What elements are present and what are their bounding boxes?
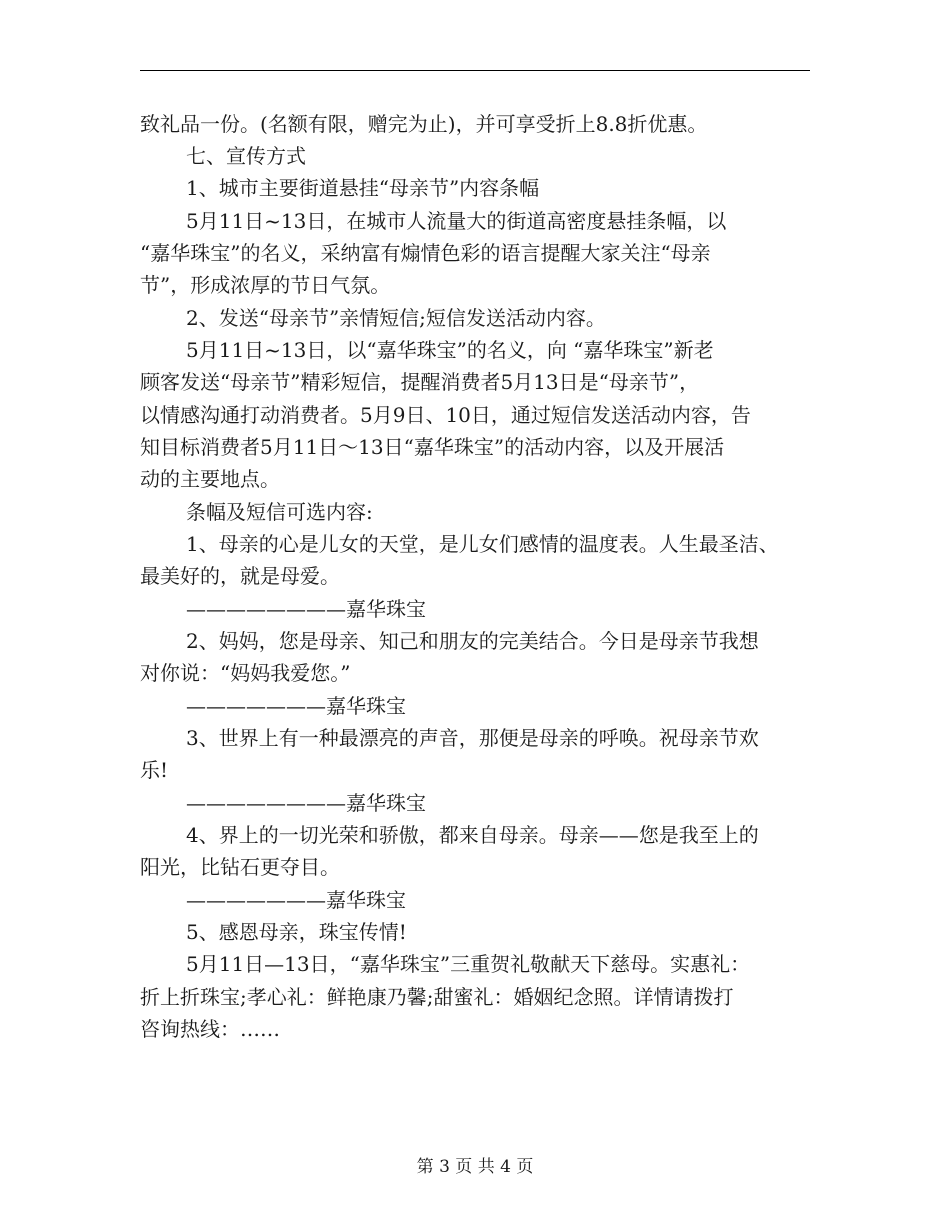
page-number: 第 3 页 共 4 页	[416, 1157, 534, 1177]
slogan-text: 1、母亲的心是儿女的天堂，是儿女们感情的温度表。人生最圣洁、	[186, 532, 779, 556]
text-line: “嘉华珠宝”的名义，采纳富有煽情色彩的语言提醒大家关注“母亲	[140, 241, 711, 265]
subsection-heading: 条幅及短信可选内容:	[186, 500, 373, 524]
text-line: 折上折珠宝;孝心礼：鲜艳康乃馨;甜蜜礼：婚姻纪念照。详情请拨打	[140, 985, 734, 1009]
slogan-text: 3、世界上有一种最漂亮的声音，那便是母亲的呼唤。祝母亲节欢	[186, 726, 759, 750]
text-line: 致礼品一份。(名额有限，赠完为止)，并可享受折上8.8折优惠。	[140, 112, 708, 136]
slogan-signature: ————————嘉华珠宝	[186, 597, 426, 621]
slogan-text: 4、界上的一切光荣和骄傲，都来自母亲。母亲——您是我至上的	[186, 823, 759, 847]
subsection-heading: 1、城市主要街道悬挂“母亲节”内容条幅	[186, 176, 540, 200]
text-line: 动的主要地点。	[140, 467, 280, 491]
slogan-signature: ———————嘉华珠宝	[186, 888, 406, 912]
slogan-signature: ———————嘉华珠宝	[186, 694, 406, 718]
text-line: 以情感沟通打动消费者。5月9日、10日，通过短信发送活动内容，告	[140, 403, 751, 427]
slogan-text: 2、妈妈，您是母亲、知己和朋友的完美结合。今日是母亲节我想	[186, 629, 759, 653]
section-heading: 七、宣传方式	[186, 144, 306, 168]
slogan-signature: ————————嘉华珠宝	[186, 791, 426, 815]
text-line: 顾客发送“母亲节”精彩短信，提醒消费者5月13日是“母亲节”，	[140, 370, 700, 394]
text-line: 知目标消费者5月11日～13日“嘉华珠宝”的活动内容，以及开展活	[140, 435, 725, 459]
text-line: 咨询热线：……	[140, 1017, 280, 1041]
subsection-heading: 2、发送“母亲节”亲情短信;短信发送活动内容。	[186, 306, 606, 330]
slogan-text: 乐!	[140, 758, 169, 782]
text-line: 节”，形成浓厚的节日气氛。	[140, 273, 391, 297]
text-line: 5月11日—13日，“嘉华珠宝”三重贺礼敬献天下慈母。实惠礼：	[186, 952, 751, 976]
text-line: 5月11日~13日，以“嘉华珠宝”的名义，向 “嘉华珠宝”新老	[186, 338, 714, 362]
text-line: 5月11日~13日，在城市人流量大的街道高密度悬挂条幅，以	[186, 209, 727, 233]
slogan-text: 阳光，比钻石更夺目。	[140, 855, 340, 879]
slogan-text: 5、感恩母亲，珠宝传情!	[186, 920, 407, 944]
header-rule	[140, 70, 810, 71]
slogan-text: 最美好的，就是母爱。	[140, 564, 340, 588]
slogan-text: 对你说：“妈妈我爱您。”	[140, 661, 351, 685]
